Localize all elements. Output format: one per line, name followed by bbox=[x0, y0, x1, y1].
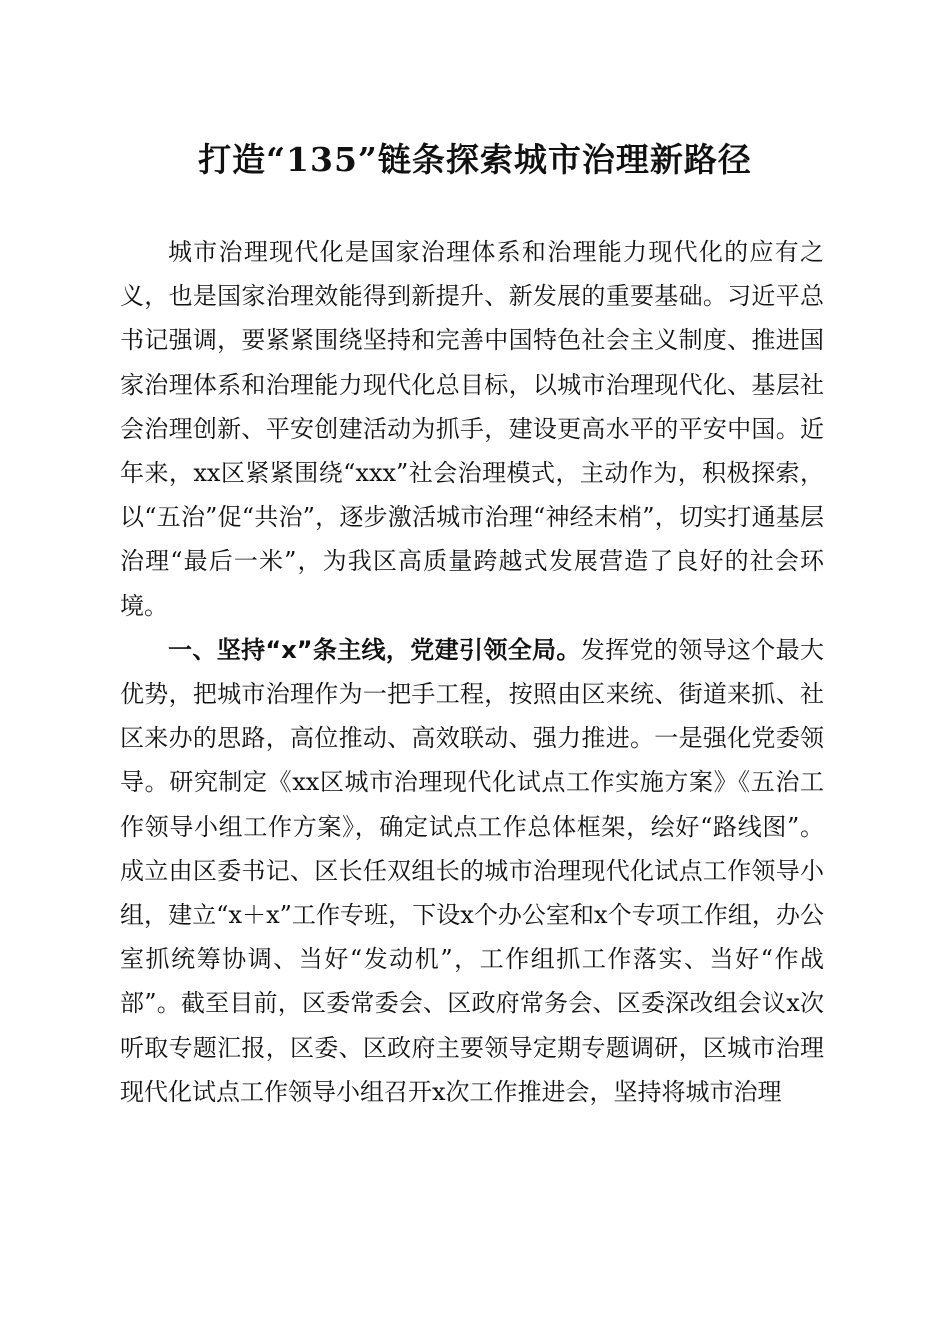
paragraph-intro bbox=[120, 230, 824, 628]
document-body bbox=[120, 230, 824, 1114]
paragraph-section-1 bbox=[120, 628, 824, 1114]
section-1-text: 发挥党的领导这个最大优势，把城市治理作为一把手工程，按照由区来统、街道来抓、社区来办的思路，高位推动、高效联动、强力推进。一是强化党委领导。研究制定《xx区城市治理现代化试点工作实施方案》《五治工作领导小组工作方案》，确定试点工作总体框架，绘好“路线图”。成立由区委书记、区长任双组长的城市治理现代化试点工作领导小组，建立“x＋x”工作专班，下设x个办公室和x个专项工作组，办公室抓统筹协调、当好“发动机”，工作组抓工作落实、当好“作战部”。截至目前，区委常委会、区政府常务会、区委深改组会议x次听取专题汇报，区委、区政府主要领导定期专题调研，区城市治理现代化试点工作领导小组召开x次工作推进会，坚持将城市治理 bbox=[120, 635, 825, 1106]
section-1-heading: 一、坚持“x”条主线，党建引领全局。 bbox=[168, 635, 581, 664]
paragraph-intro-text: 城市治理现代化是国家治理体系和治理能力现代化的应有之义，也是国家治理效能得到新提升、新发展的重要基础。习近平总书记强调，要紧紧围绕坚持和完善中国特色社会主义制度、推进国家治理体系和治理能力现代化总目标，以城市治理现代化、基层社会治理创新、平安创建活动为抓手，建设更高水平的平安中国。近年来，xx区紧紧围绕“xxx”社会治理模式，主动作为，积极探索，以“五治”促“共治”，逐步激活城市治理“神经末梢”，切实打通基层治理“最后一米”，为我区高质量跨越式发展营造了良好的社会环境。 bbox=[120, 238, 824, 620]
document-title: 打造“135”链条探索城市治理新路径 bbox=[198, 140, 752, 179]
